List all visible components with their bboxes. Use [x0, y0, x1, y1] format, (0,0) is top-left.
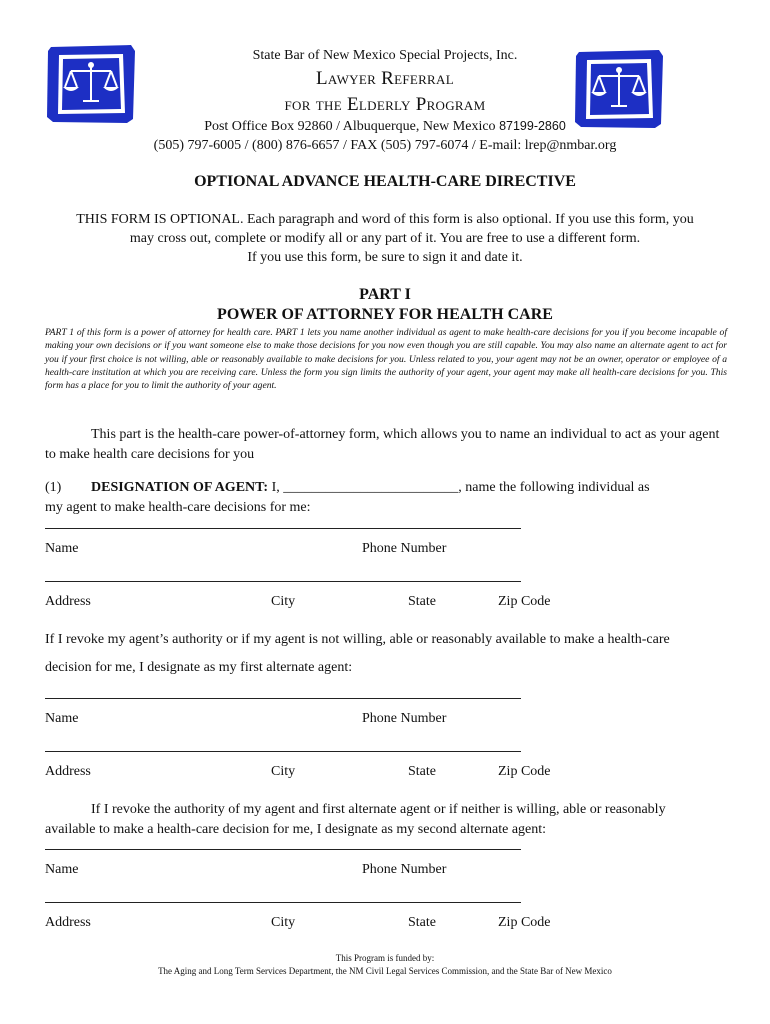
form-title: OPTIONAL ADVANCE HEALTH-CARE DIRECTIVE — [194, 173, 576, 190]
first-alternate-address-line[interactable] — [45, 751, 521, 752]
contact-line: (505) 797-6005 / (800) 876-6657 / FAX (505) 797-6074 / E-mail: lrep@nmbar.org — [153, 138, 617, 153]
second-alternate-name-label: Name — [45, 862, 79, 877]
principal-name-blank[interactable]: _________________________ — [283, 480, 459, 495]
first-alternate-zip-label: Zip Code — [498, 764, 551, 779]
part-label: PART I — [359, 286, 411, 303]
first-alternate-name-label: Name — [45, 711, 79, 726]
second-alternate-city-label: City — [271, 915, 296, 930]
second-alternate-paragraph: If I revoke the authority of my agent and first alternate agent or if neither is willing, able or reasonably available to make a health-care decision for me, I designate as my second alternate agent: — [45, 802, 666, 837]
intro-line-3: If you use this form, be sure to sign it and date it. — [247, 250, 523, 265]
address-text: Post Office Box 92860 / Albuquerque, New Mexico — [204, 119, 496, 134]
first-alternate-city-label: City — [271, 764, 296, 779]
agent-state-label: State — [408, 594, 436, 609]
designation-label: DESIGNATION OF AGENT: — [91, 480, 269, 495]
first-alternate-address-label: Address — [45, 764, 91, 779]
second-alternate-phone-label: Phone Number — [362, 862, 447, 877]
designation-paragraph — [45, 478, 745, 517]
agent-city-label: City — [271, 594, 296, 609]
designation-number: (1) — [45, 480, 62, 495]
designation-line-1 — [45, 478, 745, 498]
designation-text-after: , name the following individual as — [458, 480, 650, 495]
first-alternate-line-2: decision for me, I designate as my first alternate agent: — [45, 660, 353, 675]
agent-name-line[interactable] — [45, 528, 521, 529]
form-intro — [0, 210, 770, 267]
agent-zip-label: Zip Code — [498, 594, 551, 609]
agent-address-line[interactable] — [45, 581, 521, 582]
agent-address-label: Address — [45, 594, 91, 609]
second-alternate-address-line[interactable] — [45, 902, 521, 903]
first-alternate-phone-label: Phone Number — [362, 711, 447, 726]
part-description: This part is the health-care power-of-attorney form, which allows you to name an individual to act as your agent to make health care decisions for you — [45, 427, 720, 462]
second-alternate-address-label: Address — [45, 915, 91, 930]
agent-phone-label: Phone Number — [362, 541, 447, 556]
intro-line-1: THIS FORM IS OPTIONAL. Each paragraph and word of this form is also optional. If you use this form, you — [76, 212, 694, 227]
postal-address — [0, 119, 770, 135]
program-title-line2: for the Elderly Program — [284, 94, 486, 115]
designation-line-2: my agent to make health-care decisions for me: — [45, 499, 311, 515]
intro-line-2: may cross out, complete or modify all or any part of it. You are free to use a different form. — [129, 231, 641, 246]
designation-text-before: I, — [271, 480, 284, 495]
part-explanation: PART 1 of this form is a power of attorney for health care. PART 1 lets you name another individual as agent to make health-care decisions for you if you become incapable of making your own decisions or if you want someone else to make those decisions for you now even though you are still capable. You may also name an alternate agent to act for you if your first choice is not willing, able or reasonably available to make decisions for you. Unless related to you, your agent may not be an owner, operator or employee of a health-care institution at which you are receiving care. Unless the form you sign limits the authority of your agent, your agent may make all health-care decisions for you. This form has a place for you to limit the authority of your agent. — [45, 327, 727, 392]
first-alternate-name-line[interactable] — [45, 698, 521, 699]
second-alternate-state-label: State — [408, 915, 436, 930]
organization-name: State Bar of New Mexico Special Projects, Inc. — [252, 48, 518, 63]
second-alternate-name-line[interactable] — [45, 849, 521, 850]
funding-sources: The Aging and Long Term Services Department, the NM Civil Legal Services Commission, and the State Bar of New Mexico — [158, 966, 612, 976]
agent-name-label: Name — [45, 541, 79, 556]
part-title: POWER OF ATTORNEY FOR HEALTH CARE — [217, 306, 553, 323]
first-alternate-line-1: If I revoke my agent’s authority or if my agent is not willing, able or reasonably available to make a health-care — [45, 632, 670, 647]
address-zip: 87199-2860 — [499, 119, 566, 133]
program-title-line1: Lawyer Referral — [316, 68, 454, 89]
second-alternate-zip-label: Zip Code — [498, 915, 551, 930]
funding-label: This Program is funded by: — [335, 953, 435, 963]
first-alternate-state-label: State — [408, 764, 436, 779]
